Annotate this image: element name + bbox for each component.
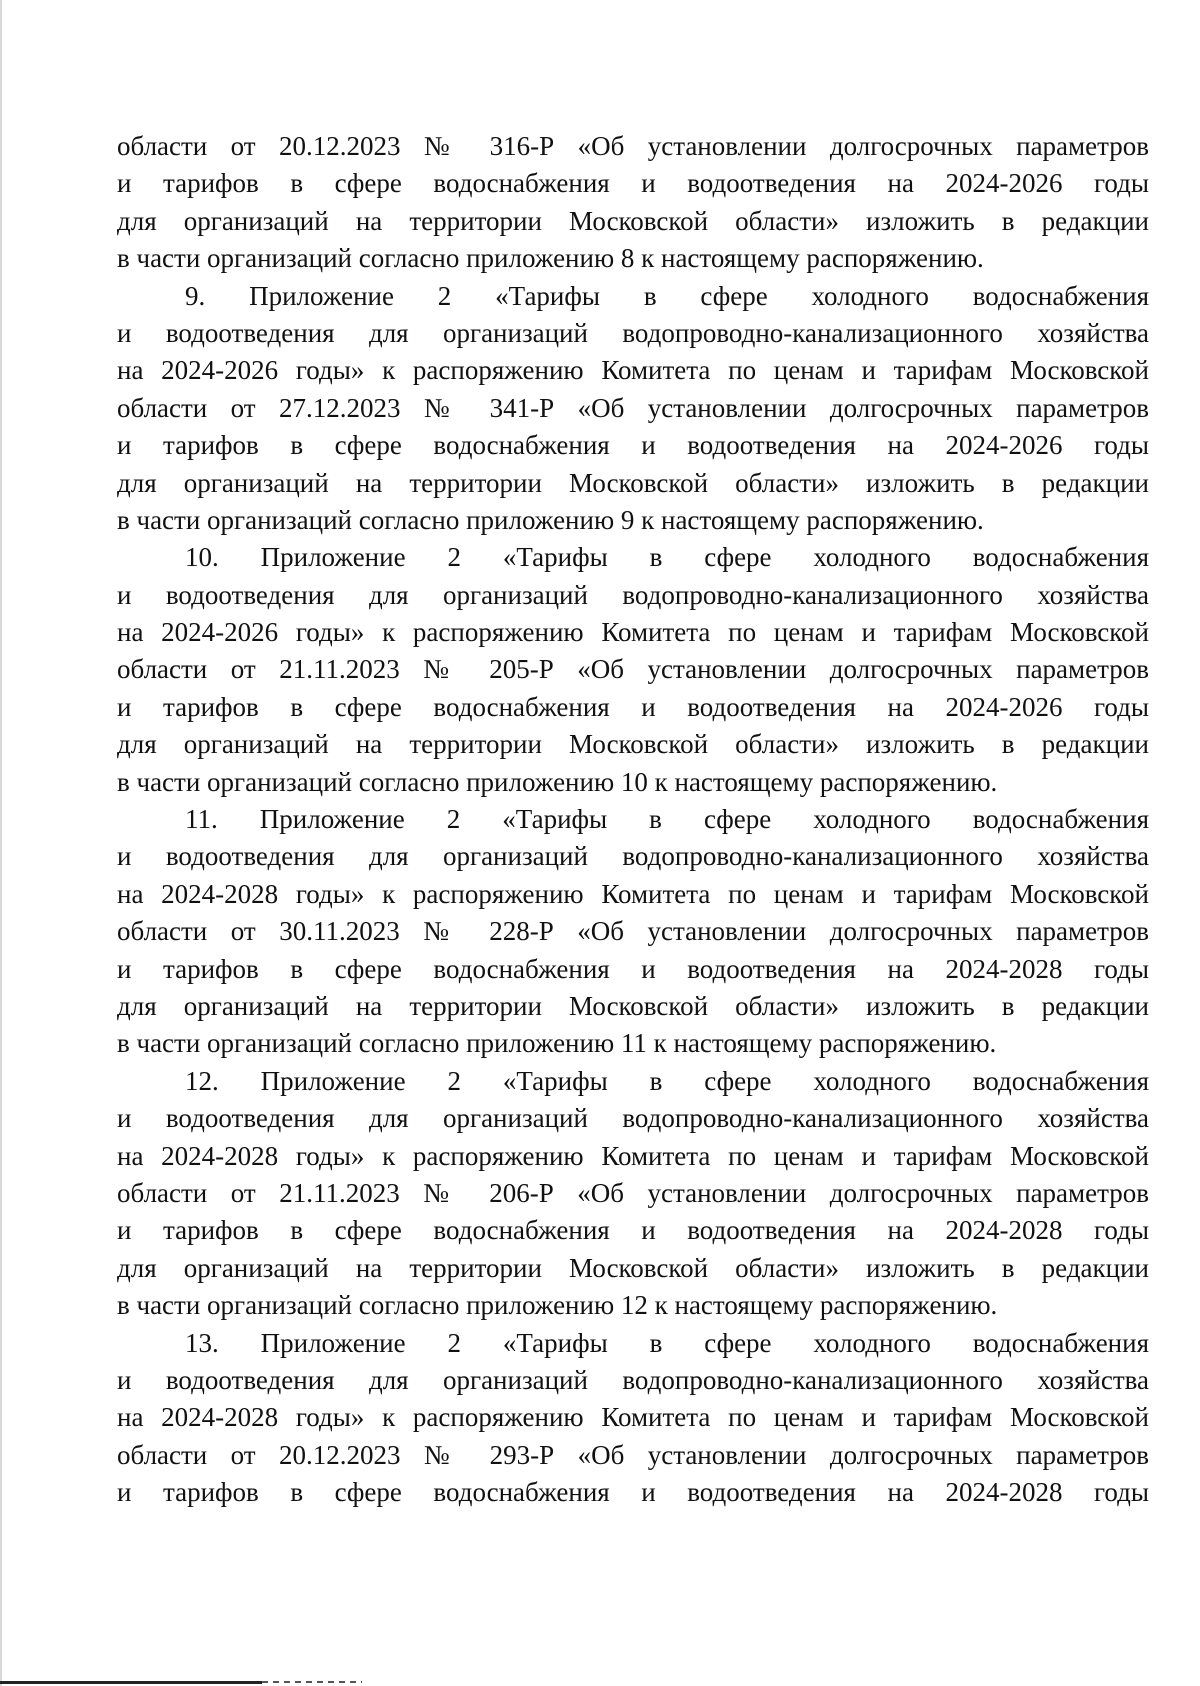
text-line: для организаций на территории Московской области» изложить в редакции: [117, 1252, 1149, 1283]
bottom-rule-fragment: [262, 1681, 362, 1683]
paragraph-10-first-line: 10. Приложение 2 «Тарифы в сфере холодного водоснабжения: [185, 542, 1149, 573]
text-line: и водоотведения для организаций водопроводно-канализационного хозяйства: [117, 579, 1149, 610]
text-line: и тарифов в сфере водоснабжения и водоотведения на 2024-2026 годы: [117, 430, 1149, 461]
text-line: на 2024-2026 годы» к распоряжению Комитета по ценам и тарифам Московской: [117, 355, 1149, 386]
text-line: и тарифов в сфере водоснабжения и водоотведения на 2024-2028 годы: [117, 1215, 1149, 1246]
text-line: и водоотведения для организаций водопроводно-канализационного хозяйства: [117, 1364, 1149, 1395]
paragraph-13-first-line: 13. Приложение 2 «Тарифы в сфере холодного водоснабжения: [185, 1327, 1149, 1358]
text-line: и тарифов в сфере водоснабжения и водоотведения на 2024-2028 годы: [117, 953, 1149, 984]
text-line: в части организаций согласно приложению 11 к настоящему распоряжению.: [117, 1028, 997, 1059]
text-line: и водоотведения для организаций водопроводно-канализационного хозяйства: [117, 317, 1149, 348]
text-line: в части организаций согласно приложению 12 к настоящему распоряжению.: [117, 1290, 998, 1321]
bottom-rule: [0, 1681, 262, 1684]
text-line: на 2024-2026 годы» к распоряжению Комитета по ценам и тарифам Московской: [117, 617, 1149, 648]
text-line: и тарифов в сфере водоснабжения и водоотведения на 2024-2026 годы: [117, 691, 1149, 722]
text-line: для организаций на территории Московской области» изложить в редакции: [117, 729, 1149, 760]
paragraph-11-first-line: 11. Приложение 2 «Тарифы в сфере холодного водоснабжения: [185, 804, 1149, 835]
paragraph-12-first-line: 12. Приложение 2 «Тарифы в сфере холодного водоснабжения: [185, 1065, 1149, 1096]
text-line: области от 21.11.2023 № 205-Р «Об установлении долгосрочных параметров: [117, 654, 1149, 685]
text-line: для организаций на территории Московской области» изложить в редакции: [117, 467, 1149, 498]
text-line: области от 20.12.2023 № 293-Р «Об установлении долгосрочных параметров: [117, 1439, 1149, 1470]
text-line: и тарифов в сфере водоснабжения и водоотведения на 2024-2026 годы: [117, 168, 1149, 199]
text-line: на 2024-2028 годы» к распоряжению Комитета по ценам и тарифам Московской: [117, 1402, 1149, 1433]
text-line: в части организаций согласно приложению 10 к настоящему распоряжению.: [117, 766, 998, 797]
page-left-edge: [0, 0, 2, 1686]
text-line: области от 20.12.2023 № 316-Р «Об установлении долгосрочных параметров: [117, 131, 1149, 161]
text-line: и тарифов в сфере водоснабжения и водоотведения на 2024-2028 годы: [117, 1477, 1149, 1508]
text-line: для организаций на территории Московской области» изложить в редакции: [117, 205, 1149, 236]
text-line: области от 27.12.2023 № 341-Р «Об установлении долгосрочных параметров: [117, 392, 1149, 423]
text-line: в части организаций согласно приложению 8 к настоящему распоряжению.: [117, 243, 984, 274]
text-line: области от 30.11.2023 № 228-Р «Об установлении долгосрочных параметров: [117, 916, 1149, 947]
text-line: для организаций на территории Московской области» изложить в редакции: [117, 990, 1149, 1021]
text-line: в части организаций согласно приложению 9 к настоящему распоряжению.: [117, 504, 984, 535]
text-line: и водоотведения для организаций водопроводно-канализационного хозяйства: [117, 1103, 1149, 1134]
text-line: области от 21.11.2023 № 206-Р «Об установлении долгосрочных параметров: [117, 1177, 1149, 1208]
document-body: [117, 128, 1149, 1511]
text-line: на 2024-2028 годы» к распоряжению Комитета по ценам и тарифам Московской: [117, 878, 1149, 909]
text-line: и водоотведения для организаций водопроводно-канализационного хозяйства: [117, 841, 1149, 872]
text-line: на 2024-2028 годы» к распоряжению Комитета по ценам и тарифам Московской: [117, 1140, 1149, 1171]
paragraph-9-first-line: 9. Приложение 2 «Тарифы в сфере холодного водоснабжения: [185, 280, 1149, 311]
